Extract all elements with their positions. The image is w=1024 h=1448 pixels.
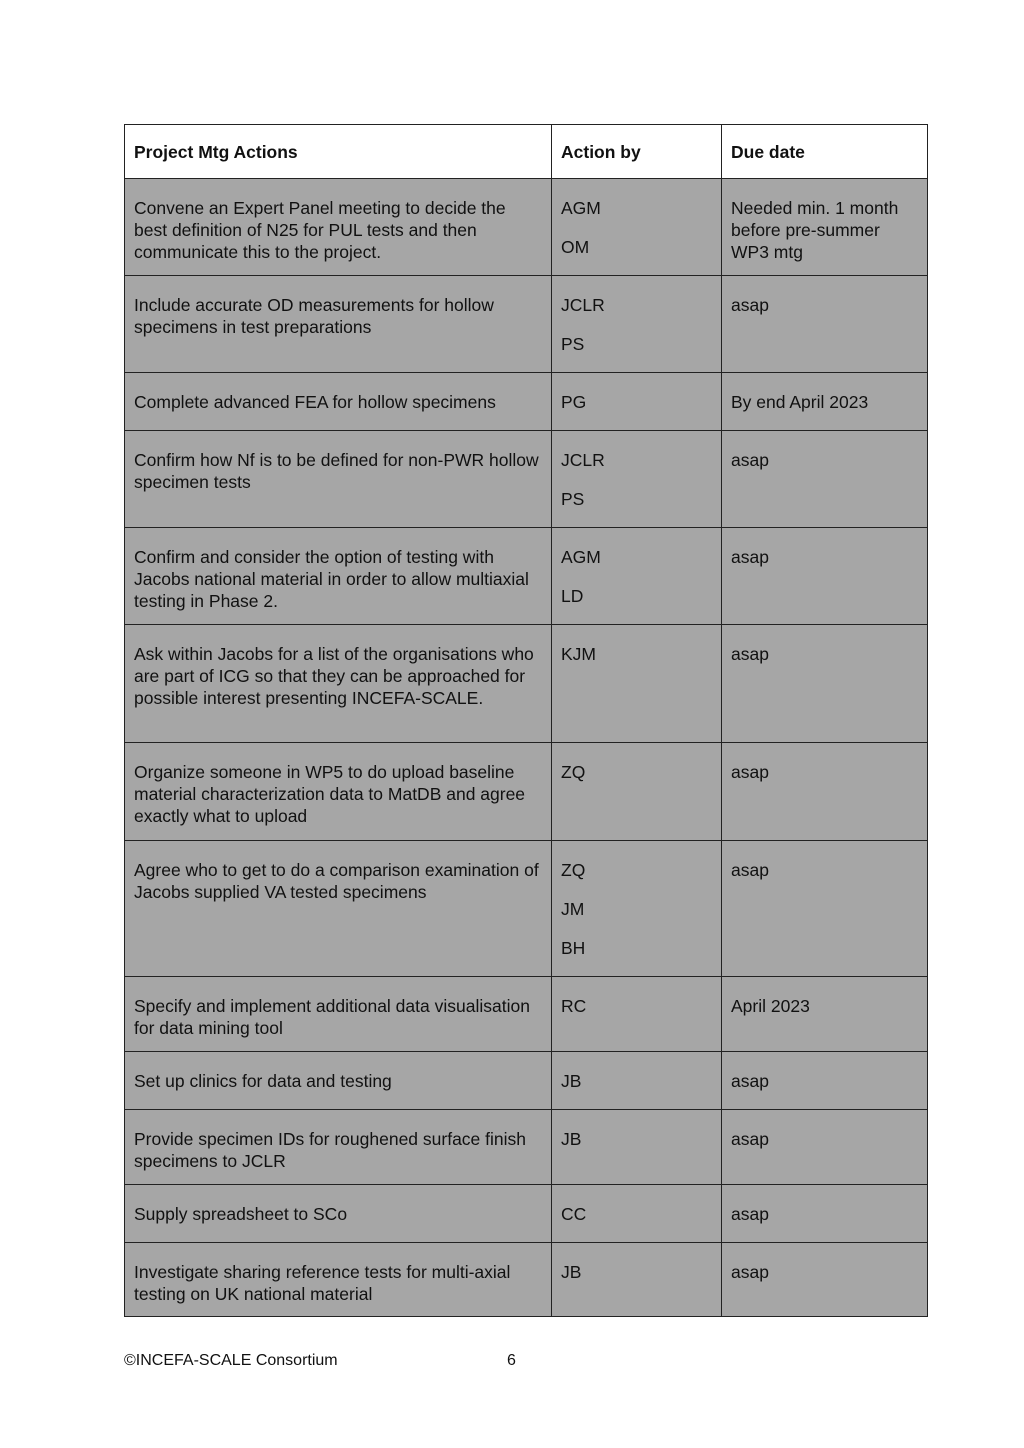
due-date-cell: asap [722, 276, 928, 373]
action-cell: Complete advanced FEA for hollow specimens [125, 373, 552, 431]
assignee: JM [561, 899, 585, 919]
action-by-cell [552, 1110, 722, 1185]
assignee: PG [561, 392, 587, 412]
table-body [125, 179, 928, 1317]
assignee: OM [561, 237, 590, 257]
action-by-cell [552, 276, 722, 373]
page-number: 6 [507, 1352, 516, 1369]
action-by-cell [552, 1052, 722, 1110]
due-date-cell: asap [722, 841, 928, 977]
header-action-by: Action by [552, 125, 722, 179]
due-date-cell: asap [722, 528, 928, 625]
due-date-cell: asap [722, 743, 928, 841]
table-row [125, 528, 928, 625]
action-by-cell [552, 1185, 722, 1243]
assignee: JB [561, 1071, 582, 1091]
table-row [125, 373, 928, 431]
actions-table [124, 124, 928, 1317]
assignee: AGM [561, 547, 601, 567]
assignee: JB [561, 1262, 582, 1282]
assignee: KJM [561, 644, 596, 664]
action-cell: Set up clinics for data and testing [125, 1052, 552, 1110]
due-date-cell: asap [722, 1185, 928, 1243]
table-row [125, 625, 928, 743]
action-cell: Investigate sharing reference tests for multi-axial testing on UK national material [125, 1243, 552, 1317]
action-by-cell [552, 528, 722, 625]
action-by-cell [552, 431, 722, 528]
table-row [125, 841, 928, 977]
table-row [125, 1052, 928, 1110]
assignee: PS [561, 489, 585, 509]
table-row [125, 431, 928, 528]
action-cell: Confirm and consider the option of testing with Jacobs national material in order to allow multiaxial testing in Phase 2. [125, 528, 552, 625]
action-cell: Specify and implement additional data visualisation for data mining tool [125, 977, 552, 1052]
action-cell: Confirm how Nf is to be defined for non-PWR hollow specimen tests [125, 431, 552, 528]
action-cell: Organize someone in WP5 to do upload baseline material characterization data to MatDB and agree exactly what to upload [125, 743, 552, 841]
due-date-cell: asap [722, 1110, 928, 1185]
due-date-cell: asap [722, 1052, 928, 1110]
table-row [125, 1185, 928, 1243]
action-cell: Include accurate OD measurements for hollow specimens in test preparations [125, 276, 552, 373]
action-by-cell [552, 179, 722, 276]
header-row [125, 125, 928, 179]
action-by-cell [552, 1243, 722, 1317]
due-date-cell: asap [722, 625, 928, 743]
footer-copyright: ©INCEFA-SCALE Consortium [124, 1352, 338, 1369]
due-date-cell: April 2023 [722, 977, 928, 1052]
action-cell: Supply spreadsheet to SCo [125, 1185, 552, 1243]
assignee: JCLR [561, 295, 605, 315]
action-cell: Provide specimen IDs for roughened surface finish specimens to JCLR [125, 1110, 552, 1185]
assignee: PS [561, 334, 585, 354]
due-date-cell: asap [722, 1243, 928, 1317]
due-date-cell: By end April 2023 [722, 373, 928, 431]
action-by-cell [552, 743, 722, 841]
assignee: BH [561, 938, 586, 958]
assignee: AGM [561, 198, 601, 218]
table-row [125, 743, 928, 841]
table-row [125, 276, 928, 373]
assignee: ZQ [561, 860, 586, 880]
action-cell: Ask within Jacobs for a list of the organisations who are part of ICG so that they can be approached for possible interest presenting INCEFA-SCALE. [125, 625, 552, 743]
assignee: RC [561, 996, 587, 1016]
assignee: CC [561, 1204, 587, 1224]
action-by-cell [552, 373, 722, 431]
action-by-cell [552, 977, 722, 1052]
table-row [125, 1110, 928, 1185]
table-row [125, 977, 928, 1052]
table-row [125, 1243, 928, 1317]
due-date-cell: asap [722, 431, 928, 528]
assignee: ZQ [561, 762, 586, 782]
header-due-date: Due date [722, 125, 928, 179]
action-cell: Agree who to get to do a comparison examination of Jacobs supplied VA tested specimens [125, 841, 552, 977]
assignee: LD [561, 586, 584, 606]
action-by-cell [552, 841, 722, 977]
action-by-cell [552, 625, 722, 743]
assignee: JB [561, 1129, 582, 1149]
header-actions: Project Mtg Actions [125, 125, 552, 179]
action-cell: Convene an Expert Panel meeting to decide the best definition of N25 for PUL tests and then communicate this to the project. [125, 179, 552, 276]
due-date-cell: Needed min. 1 month before pre-summer WP3 mtg [722, 179, 928, 276]
assignee: JCLR [561, 450, 605, 470]
table-row [125, 179, 928, 276]
